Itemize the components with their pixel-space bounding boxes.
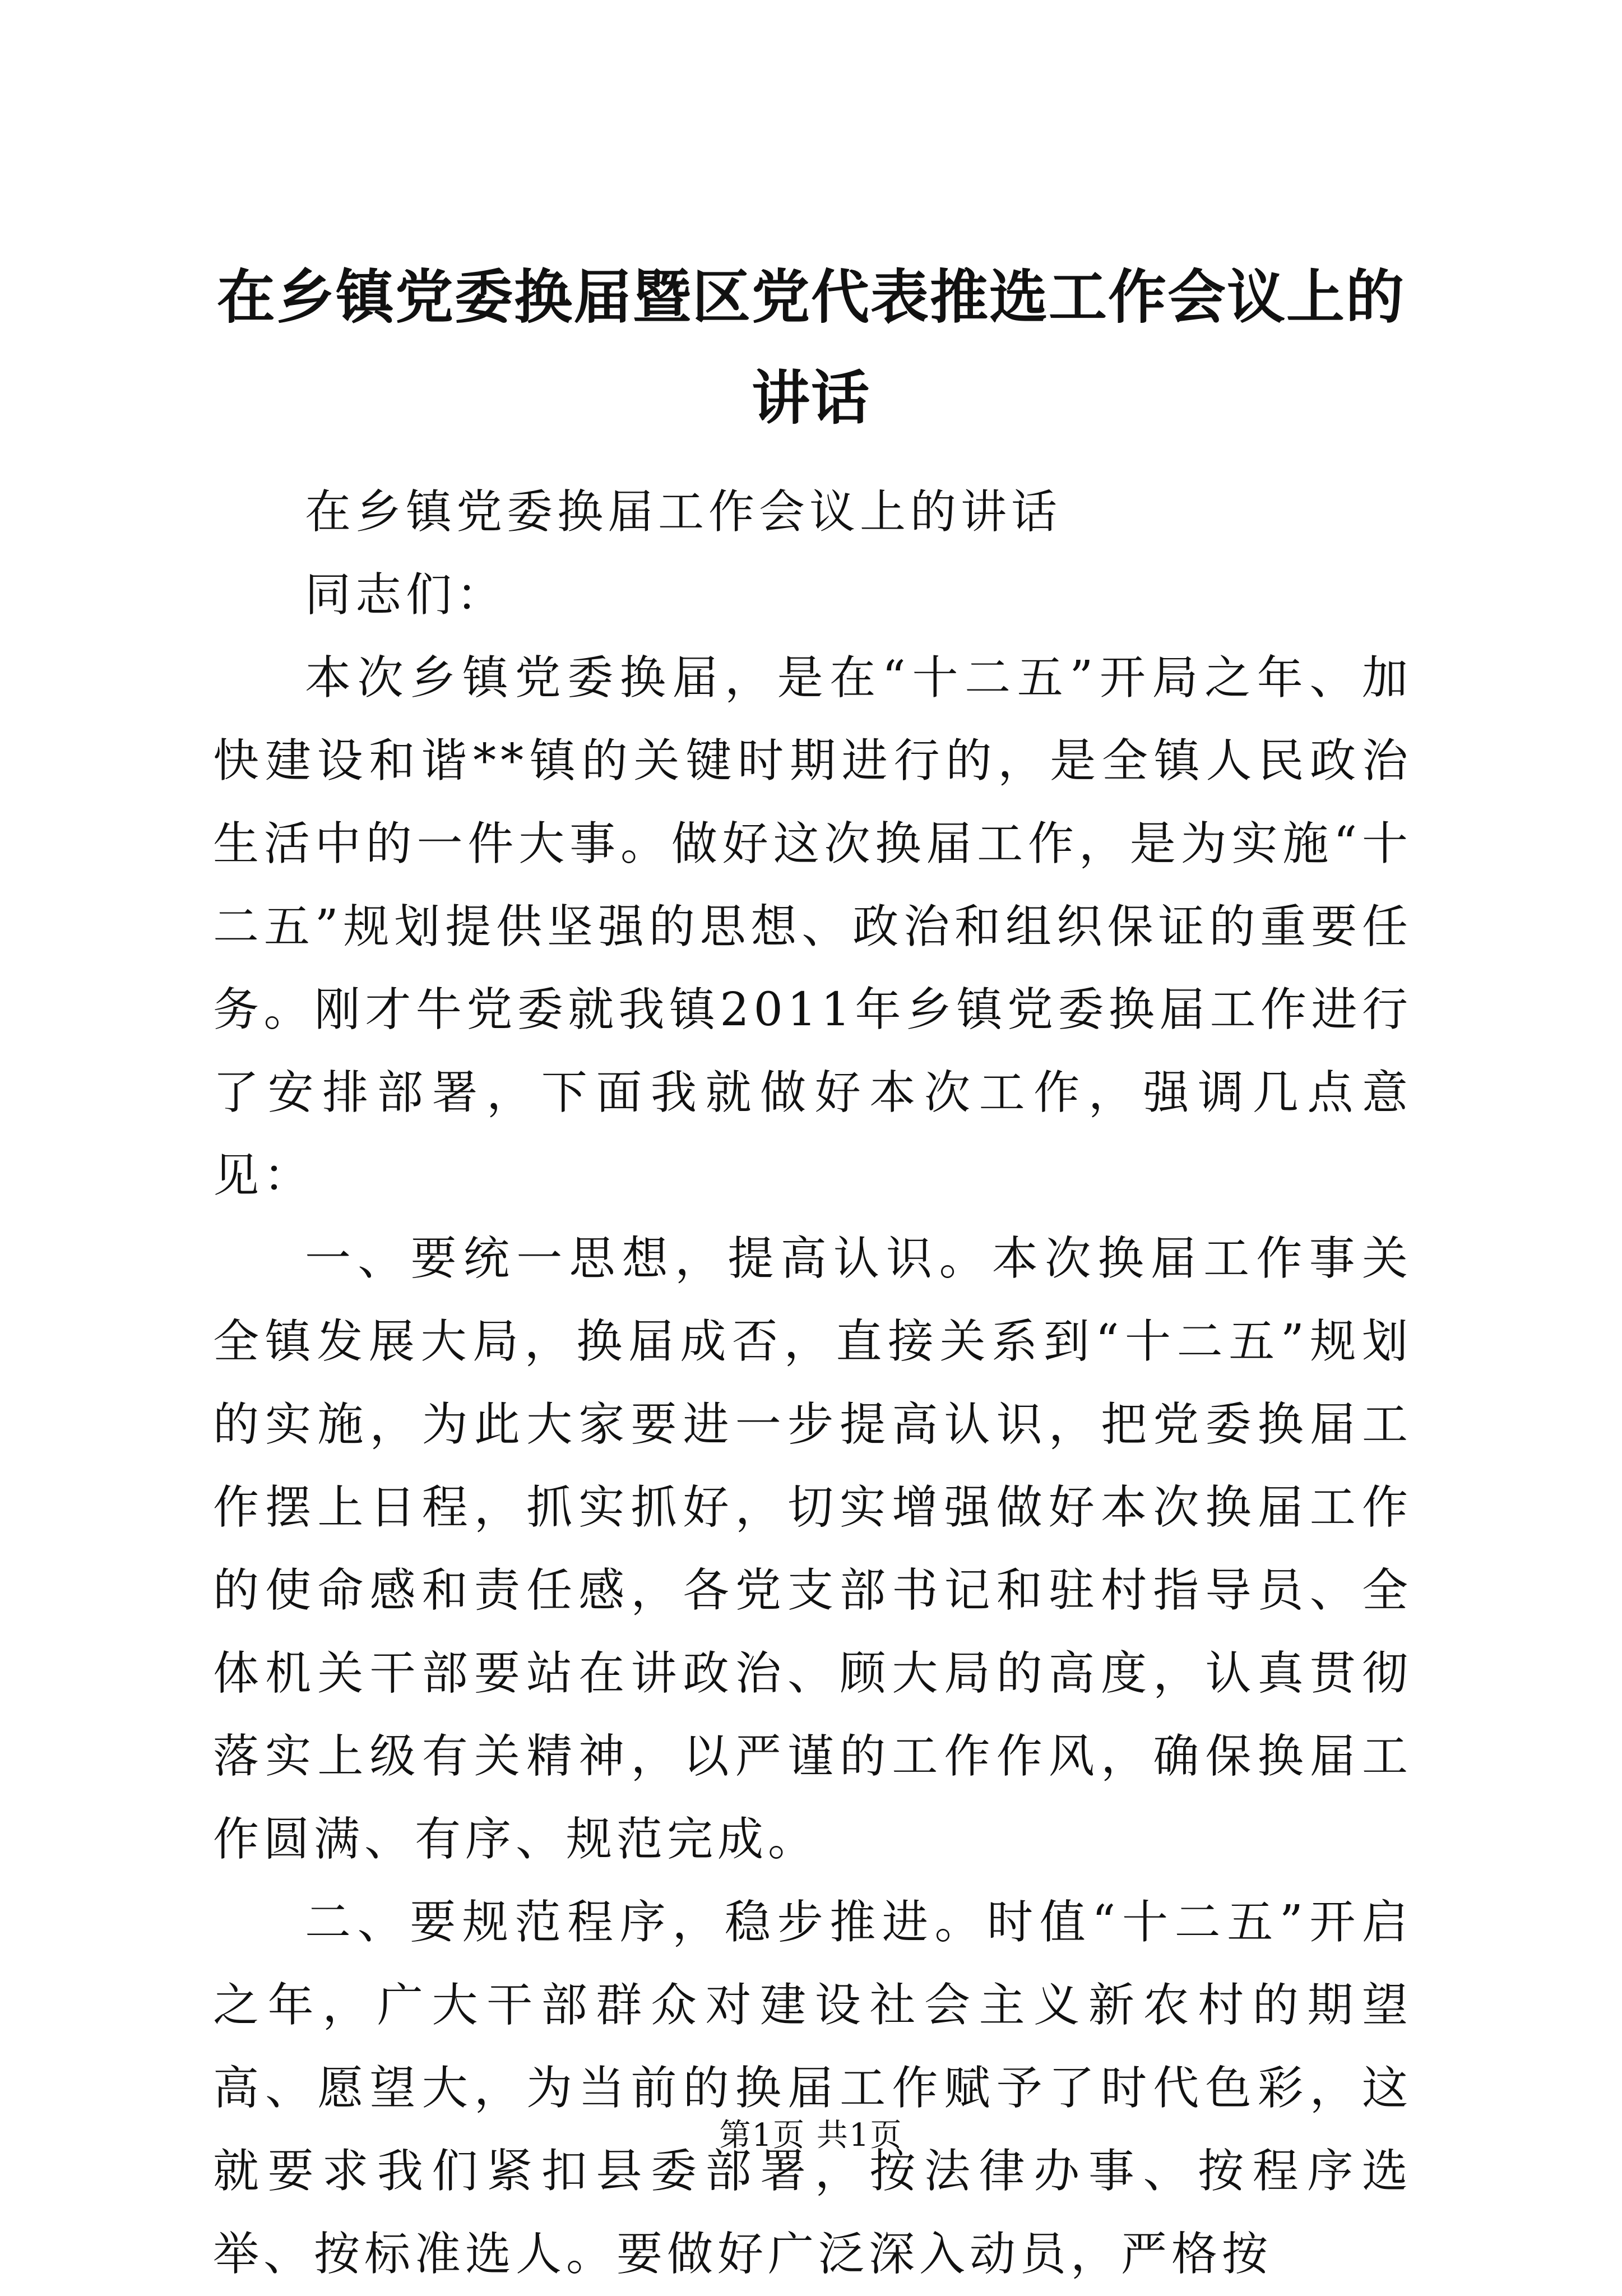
paragraph-subtitle: 在乡镇党委换届工作会议上的讲话 bbox=[305, 485, 1062, 539]
paragraph-point-one: 一、要统一思想，提高认识。本次换届工作事关全镇发展大局，换届成否，直接关系到“十二五”规划的实施，为此大家要进一步提高认识，把党委换届工作摆上日程，抓实抓好，切实增强做好本次换届工作的使命感和责任感，各党支部书记和驻村指导员、全体机关干部要站在讲政治、顾大局的高度，认真贯彻落实上级有关精神，以严谨的工作作风，确保换届工作圆满、有序、规范完成。 bbox=[213, 1232, 1412, 1866]
paragraph-intro: 本次乡镇党委换届，是在“十二五”开局之年、加快建设和谐**镇的关键时期进行的，是全镇人民政治生活中的一件大事。做好这次换届工作，是为实施“十二五”规划提供坚强的思想、政治和组织保证的重要任务。刚才牛党委就我镇2011年乡镇党委换届工作进行了安排部署，下面我就做好本次工作，强调几点意见： bbox=[213, 651, 1412, 1202]
paragraph-salutation: 同志们： bbox=[305, 568, 507, 622]
document-body bbox=[213, 471, 1412, 2296]
page-footer: 第1页 共1页 bbox=[719, 2117, 903, 2154]
document-title: 在乡镇党委换届暨区党代表推选工作会议上的讲话 bbox=[216, 262, 1405, 432]
paragraph-point-two: 二、要规范程序，稳步推进。时值“十二五”开启之年，广大干部群众对建设社会主义新农村的期望高、愿望大，为当前的换届工作赋予了时代色彩，这就要求我们紧扣县委部署，按法律办事、按程序选举、按标准选人。要做好广泛深入动员，严格按 bbox=[213, 1896, 1412, 2281]
